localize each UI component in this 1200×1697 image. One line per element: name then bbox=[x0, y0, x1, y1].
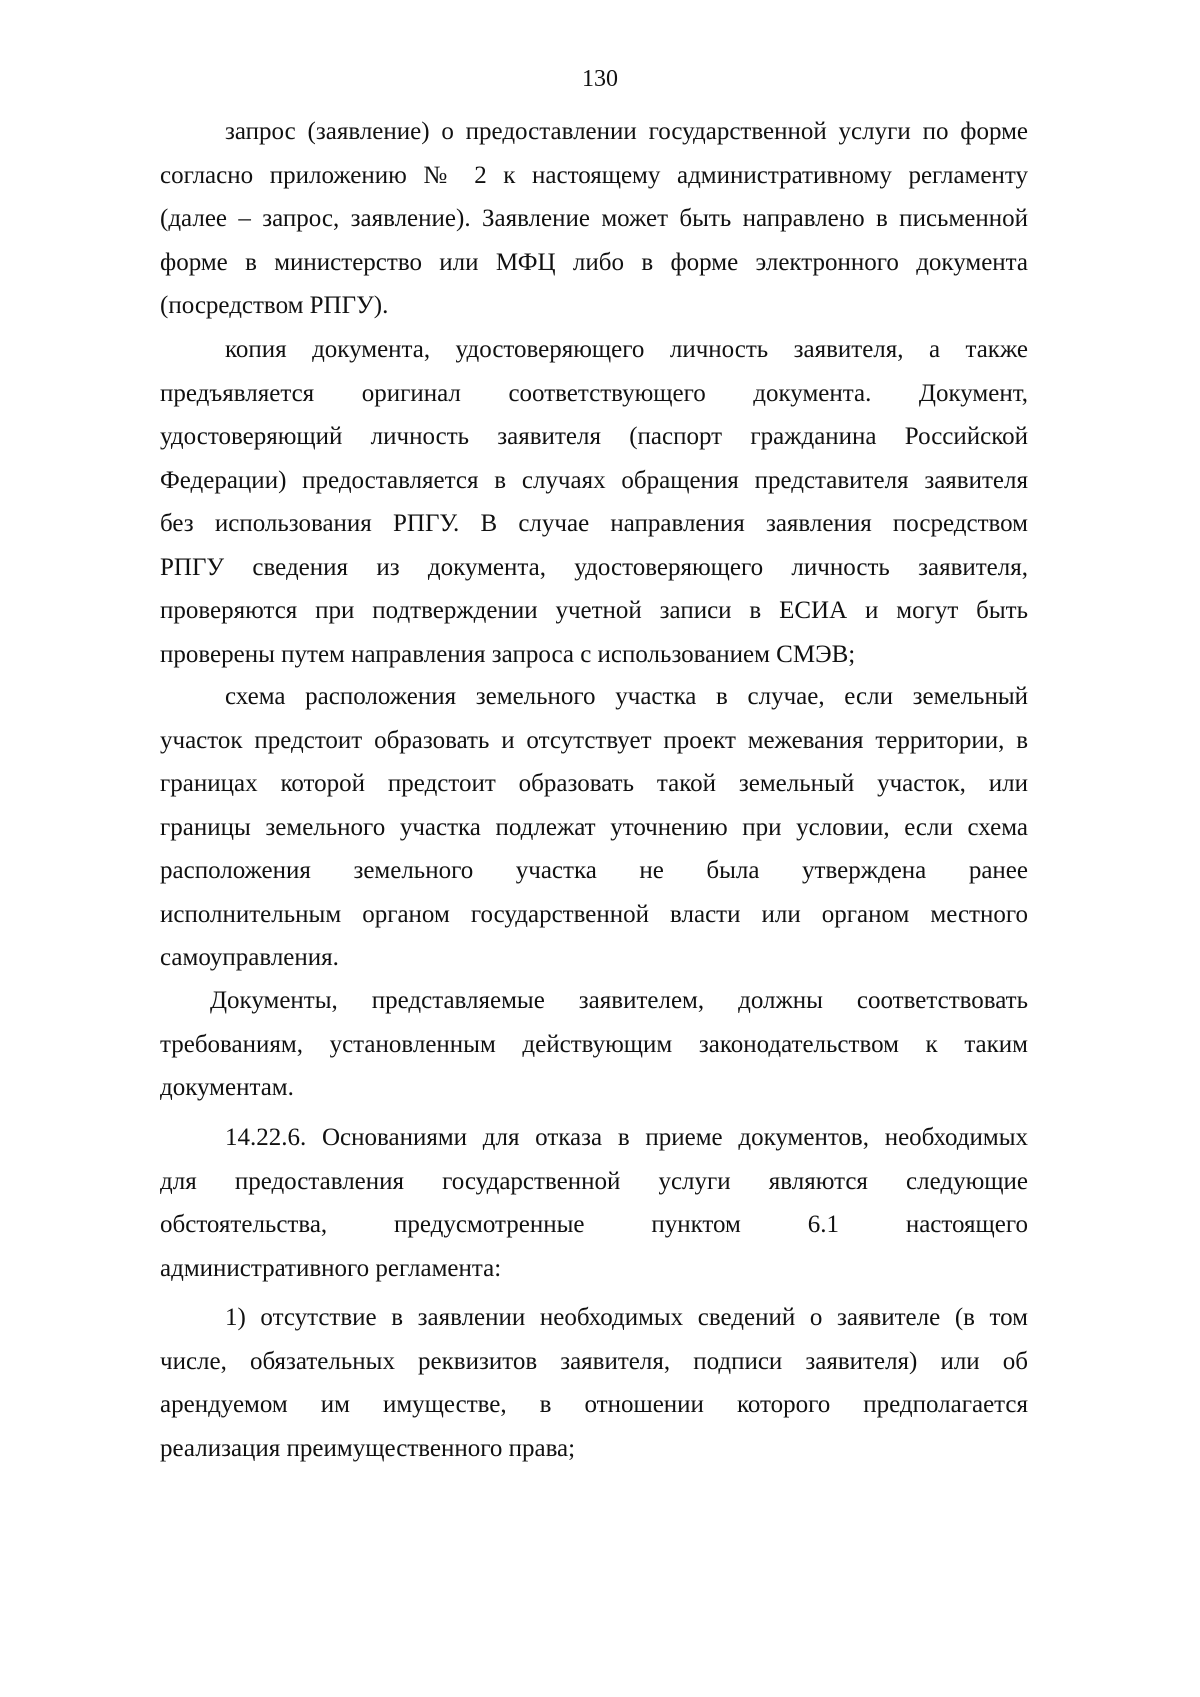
text-line: согласно приложению № 2 к настоящему административному регламенту bbox=[160, 161, 1028, 189]
text-line: границах которой предстоит образовать такой земельный участок, или bbox=[160, 770, 1028, 797]
paragraph bbox=[160, 1296, 1028, 1470]
paragraph bbox=[160, 110, 1028, 328]
text-line: удостоверяющий личность заявителя (паспорт гражданина Российской bbox=[160, 423, 1028, 450]
text-line: копия документа, удостоверяющего личность заявителя, а также bbox=[225, 336, 1028, 363]
text-line: документам. bbox=[160, 1074, 294, 1101]
text-line: проверены путем направления запроса с использованием СМЭВ; bbox=[160, 640, 856, 668]
text-line: реализация преимущественного права; bbox=[160, 1434, 576, 1462]
text-line: Федерации) предоставляется в случаях обращения представителя заявителя bbox=[160, 466, 1028, 494]
text-line: для предоставления государственной услуги являются следующие bbox=[160, 1167, 1028, 1195]
text-line: расположения земельного участка не была утверждена ранее bbox=[160, 857, 1028, 884]
text-line: 14.22.6. Основаниями для отказа в приеме документов, необходимых bbox=[225, 1124, 1028, 1151]
text-line: административного регламента: bbox=[160, 1254, 502, 1282]
text-line: предъявляется оригинал соответствующего документа. Документ, bbox=[160, 379, 1028, 407]
text-line: (посредством РПГУ). bbox=[160, 292, 389, 319]
text-line: Документы, представляемые заявителем, должны соответствовать bbox=[210, 987, 1028, 1014]
paragraph bbox=[160, 979, 1028, 1110]
text-line: РПГУ сведения из документа, удостоверяющего личность заявителя, bbox=[160, 553, 1028, 581]
text-line: исполнительным органом государственной власти или органом местного bbox=[160, 900, 1028, 928]
text-line: обстоятельства, предусмотренные пунктом 6.1 настоящего bbox=[160, 1211, 1028, 1238]
page-number: 130 bbox=[582, 66, 618, 92]
text-line: границы земельного участка подлежат уточнению при условии, если схема bbox=[160, 813, 1028, 841]
text-line: числе, обязательных реквизитов заявителя, подписи заявителя) или об bbox=[160, 1347, 1028, 1375]
text-line: запрос (заявление) о предоставлении государственной услуги по форме bbox=[225, 118, 1028, 145]
text-line: без использования РПГУ. В случае направления заявления посредством bbox=[160, 510, 1028, 537]
text-line: проверяются при подтверждении учетной записи в ЕСИА и могут быть bbox=[160, 597, 1028, 624]
text-line: требованиям, установленным действующим законодательством к таким bbox=[160, 1030, 1028, 1058]
text-line: (далее – запрос, заявление). Заявление может быть направлено в письменной bbox=[160, 205, 1028, 232]
text-line: 1) отсутствие в заявлении необходимых сведений о заявителе (в том bbox=[225, 1304, 1028, 1331]
paragraph bbox=[160, 328, 1028, 676]
text-line: участок предстоит образовать и отсутствует проект межевания территории, в bbox=[160, 726, 1028, 754]
paragraph bbox=[160, 1116, 1028, 1290]
text-line: форме в министерство или МФЦ либо в форме электронного документа bbox=[160, 248, 1028, 276]
text-line: схема расположения земельного участка в случае, если земельный bbox=[225, 683, 1028, 710]
paragraph bbox=[160, 675, 1028, 980]
text-line: самоуправления. bbox=[160, 944, 339, 971]
text-line: арендуемом им имуществе, в отношении которого предполагается bbox=[160, 1391, 1028, 1418]
